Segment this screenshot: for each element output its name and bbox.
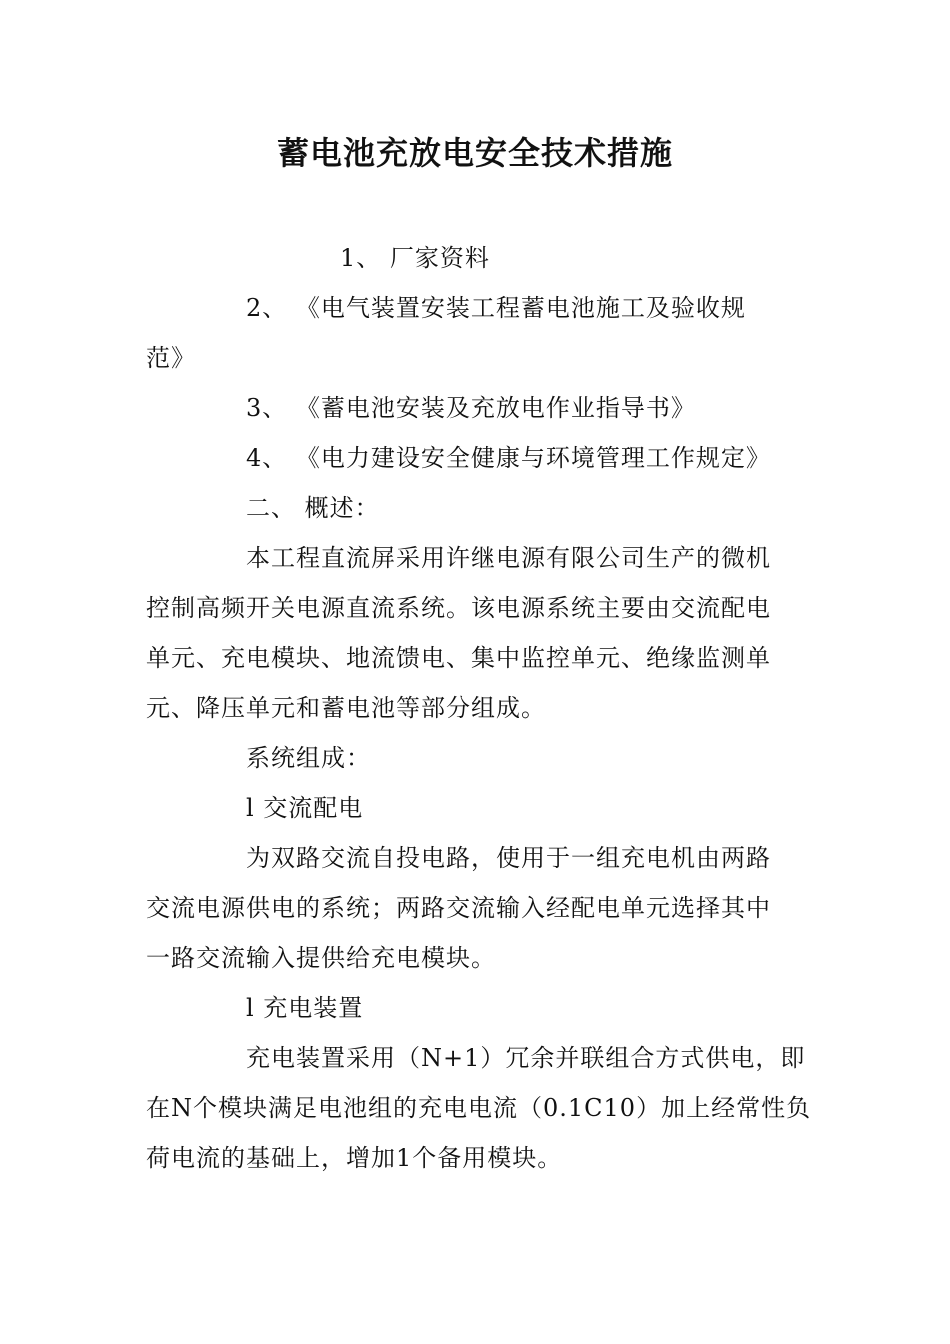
paragraph-line: 控制高频开关电源直流系统。该电源系统主要由交流配电: [146, 594, 771, 622]
section-heading-overview: 二、 概述：: [246, 494, 380, 522]
reference-item-3: 3、 《蓄电池安装及充放电作业指导书》: [246, 394, 696, 422]
paragraph-line: 为双路交流自投电路，使用于一组充电机由两路: [246, 844, 771, 872]
paragraph-line: 充电装置采用（N+1）冗余并联组合方式供电，即: [246, 1044, 806, 1072]
reference-item-4: 4、 《电力建设安全健康与环境管理工作规定》: [246, 444, 771, 472]
document-title: 蓄电池充放电安全技术措施: [276, 134, 673, 172]
paragraph-line: 单元、充电模块、地流馈电、集中监控单元、绝缘监测单: [146, 644, 771, 672]
paragraph-line: 交流电源供电的系统；两路交流输入经配电单元选择其中: [146, 894, 771, 922]
paragraph-line: 一路交流输入提供给充电模块。: [146, 944, 496, 972]
reference-item-2-continued: 范》: [146, 344, 196, 372]
list-item-charging-device: l 充电装置: [246, 994, 364, 1022]
paragraph-line: 元、降压单元和蓄电池等部分组成。: [146, 694, 546, 722]
reference-item-2-text: 2、 《电气装置安装工程蓄电池施工及验收规: [246, 294, 746, 322]
subheading-system-composition: 系统组成：: [246, 744, 371, 772]
list-item-ac-distribution: l 交流配电: [246, 794, 364, 822]
paragraph-line: 荷电流的基础上，增加1个备用模块。: [146, 1144, 563, 1172]
paragraph-line: 在N个模块满足电池组的充电电流（0.1C10）加上经常性负: [146, 1094, 812, 1122]
reference-item-2: [146, 293, 804, 323]
paragraph-line: 本工程直流屏采用许继电源有限公司生产的微机: [246, 544, 771, 572]
reference-item-1: 1、 厂家资料: [340, 244, 490, 272]
